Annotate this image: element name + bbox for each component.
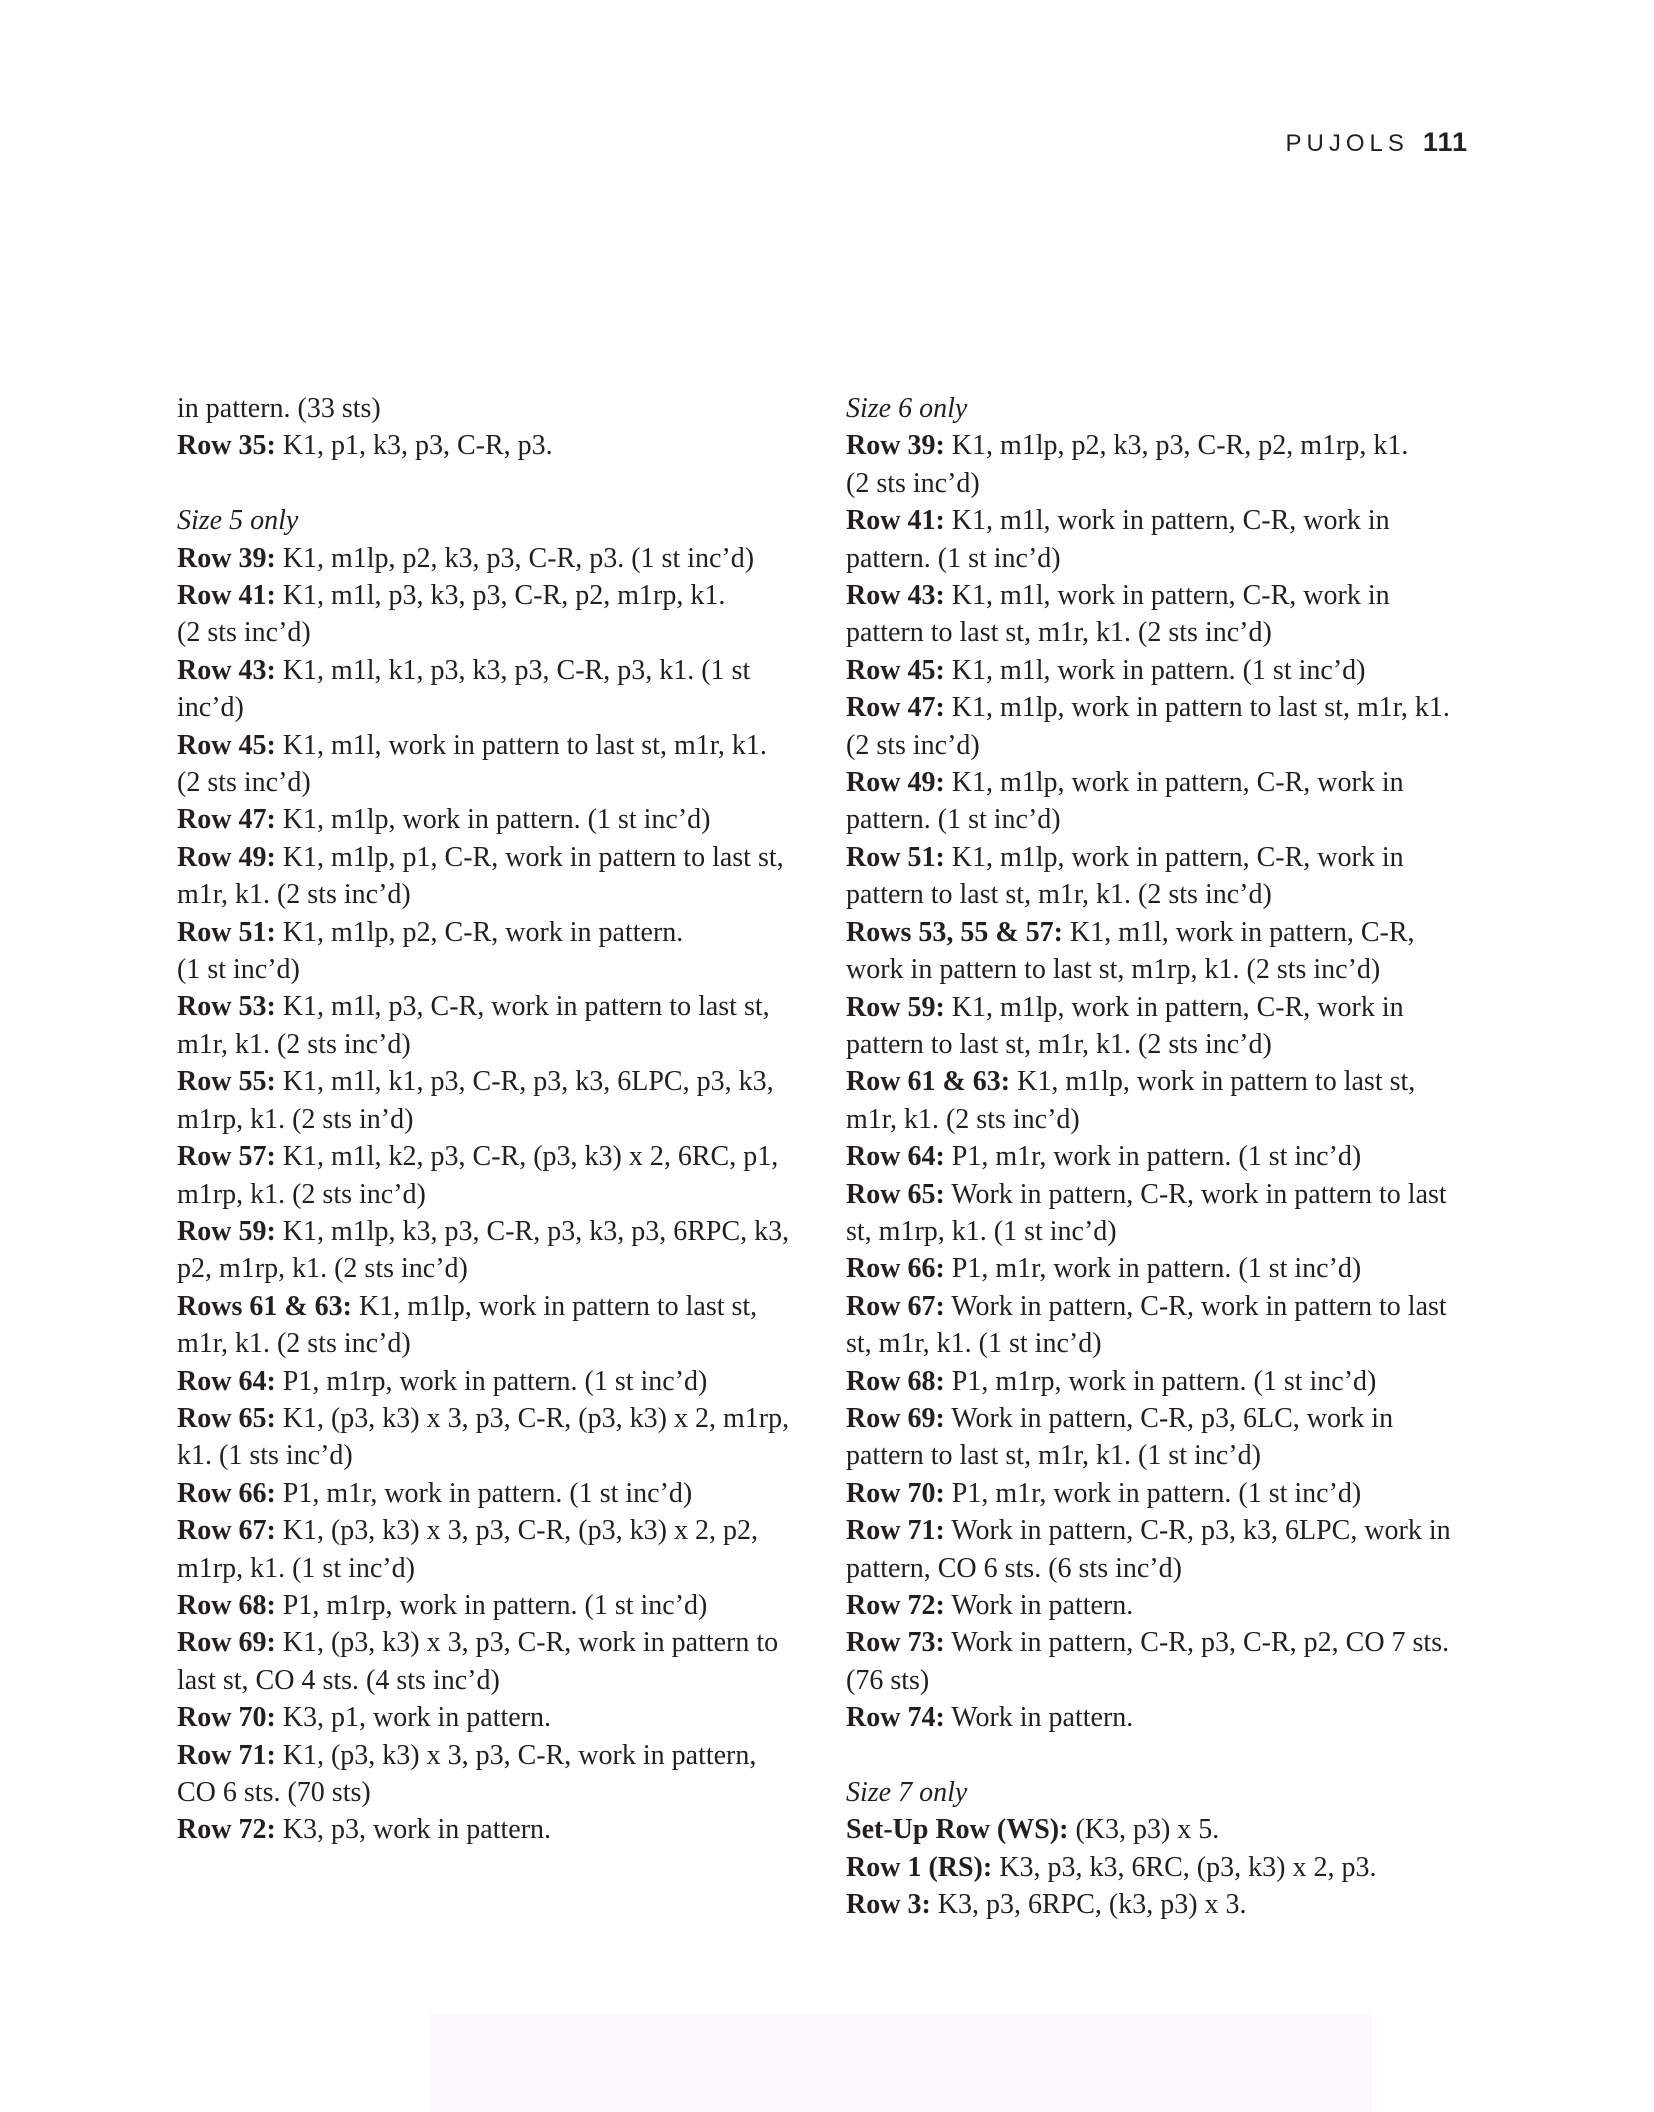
pattern-row [846, 1849, 1486, 1886]
pattern-text-line: pattern to last st, m1r, k1. (2 sts inc’d) [846, 617, 1272, 649]
row-instructions: K1, m1l, work in pattern, C-R, work in [944, 505, 1390, 537]
row-label: Row 71: [177, 1739, 276, 1771]
pattern-row [846, 577, 1486, 614]
pattern-row [177, 1063, 817, 1100]
pattern-row [177, 1475, 817, 1512]
row-instructions: K1, m1l, work in pattern to last st, m1r, k1. [275, 729, 767, 761]
right-column [846, 390, 1486, 1924]
row-label: Row 49: [177, 841, 276, 873]
row-label: Row 65: [846, 1178, 945, 1210]
pattern-row [846, 914, 1486, 951]
row-label: Row 35: [177, 430, 276, 462]
pattern-row [177, 1737, 817, 1774]
row-label: Rows 53, 55 & 57: [846, 916, 1063, 948]
row-label: Row 53: [177, 991, 276, 1023]
row-label: Row 66: [846, 1253, 945, 1285]
pattern-row [846, 1475, 1486, 1512]
pattern-text-line: k1. (1 sts inc’d) [177, 1440, 353, 1472]
row-instructions: K1, m1l, work in pattern. (1 st inc’d) [944, 654, 1366, 686]
row-instructions: K1, m1lp, k3, p3, C-R, p3, k3, p3, 6RPC, k3, [275, 1215, 790, 1247]
row-label: Row 1 (RS): [846, 1851, 993, 1883]
pattern-text-line: m1r, k1. (2 sts inc’d) [177, 1028, 411, 1060]
row-instructions: K1, m1lp, work in pattern. (1 st inc’d) [275, 804, 711, 836]
pattern-row [177, 1400, 817, 1437]
row-instructions: K1, (p3, k3) x 3, p3, C-R, work in pattern, [275, 1739, 757, 1771]
pattern-text-line: pattern. (1 st inc’d) [846, 804, 1061, 836]
running-header [1286, 124, 1468, 162]
pattern-row [177, 652, 817, 689]
paragraph-gap [177, 465, 817, 502]
size-heading: Size 7 only [846, 1777, 968, 1809]
row-label: Row 39: [177, 542, 276, 574]
pattern-text-line: (2 sts inc’d) [177, 767, 311, 799]
row-instructions: K1, m1lp, p2, k3, p3, C-R, p2, m1rp, k1. [944, 430, 1409, 462]
row-label: Row 66: [177, 1477, 276, 1509]
row-instructions: Work in pattern, C-R, p3, 6LC, work in [944, 1402, 1394, 1434]
row-instructions: P1, m1rp, work in pattern. (1 st inc’d) [275, 1365, 708, 1397]
row-label: Row 41: [177, 580, 276, 612]
row-instructions: K1, m1lp, work in pattern, C-R, work in [944, 991, 1404, 1023]
footer-band [430, 2013, 1372, 2112]
row-instructions: Work in pattern, C-R, p3, k3, 6LPC, work in [944, 1515, 1451, 1547]
row-label: Row 45: [846, 654, 945, 686]
pattern-row [846, 689, 1486, 726]
pattern-row [177, 1699, 817, 1736]
row-instructions: K1, m1lp, work in pattern to last st, [352, 1290, 758, 1322]
row-label: Set-Up Row (WS): [846, 1814, 1069, 1846]
row-instructions: K1, m1l, work in pattern, C-R, [1063, 916, 1415, 948]
row-instructions: Work in pattern, C-R, work in pattern to last [944, 1290, 1447, 1322]
pattern-text-line: m1rp, k1. (1 st inc’d) [177, 1552, 415, 1584]
row-instructions: P1, m1r, work in pattern. (1 st inc’d) [944, 1477, 1362, 1509]
pattern-row [177, 988, 817, 1025]
row-label: Row 68: [177, 1589, 276, 1621]
size-heading: Size 6 only [846, 393, 968, 424]
pattern-row [846, 502, 1486, 539]
row-instructions: (K3, p3) x 5. [1068, 1814, 1220, 1846]
pattern-row [846, 427, 1486, 464]
pattern-row [846, 1176, 1486, 1213]
pattern-text-line: pattern. (1 st inc’d) [846, 542, 1061, 574]
row-instructions: K1, m1l, p3, C-R, work in pattern to last st, [275, 991, 770, 1023]
pattern-text-line: m1rp, k1. (2 sts in’d) [177, 1103, 414, 1135]
pattern-text-line: last st, CO 4 sts. (4 sts inc’d) [177, 1664, 500, 1696]
pattern-text-line: in pattern. (33 sts) [177, 393, 381, 424]
pattern-row [177, 839, 817, 876]
left-column [177, 390, 817, 1849]
row-label: Row 64: [846, 1141, 945, 1173]
row-instructions: K3, p3, 6RPC, (k3, p3) x 3. [930, 1889, 1247, 1921]
pattern-row [846, 839, 1486, 876]
row-label: Row 73: [846, 1627, 945, 1659]
row-label: Row 43: [177, 654, 276, 686]
pattern-text-line: m1r, k1. (2 sts inc’d) [177, 879, 411, 911]
pattern-text-line: p2, m1rp, k1. (2 sts inc’d) [177, 1253, 468, 1285]
row-instructions: Work in pattern, C-R, p3, C-R, p2, CO 7 sts. [944, 1627, 1450, 1659]
row-instructions: P1, m1r, work in pattern. (1 st inc’d) [944, 1253, 1362, 1285]
pattern-text-line: (76 sts) [846, 1664, 930, 1696]
row-instructions: K1, m1lp, p2, C-R, work in pattern. [275, 916, 684, 948]
row-label: Row 69: [846, 1402, 945, 1434]
row-label: Row 67: [177, 1515, 276, 1547]
row-instructions: K1, m1lp, p1, C-R, work in pattern to last st, [275, 841, 784, 873]
row-label: Row 67: [846, 1290, 945, 1322]
row-instructions: Work in pattern, C-R, work in pattern to last [944, 1178, 1447, 1210]
row-instructions: K1, m1l, k1, p3, k3, p3, C-R, p3, k1. (1 st [275, 654, 751, 686]
pattern-row [177, 801, 817, 838]
pattern-row [177, 1587, 817, 1624]
pattern-row [177, 1138, 817, 1175]
pattern-row [177, 1213, 817, 1250]
row-instructions: K1, m1lp, work in pattern, C-R, work in [944, 767, 1404, 799]
row-label: Row 47: [846, 692, 945, 724]
pattern-row [177, 577, 817, 614]
pattern-text-line: pattern to last st, m1r, k1. (1 st inc’d) [846, 1440, 1261, 1472]
pattern-text-line: pattern to last st, m1r, k1. (2 sts inc’d) [846, 879, 1272, 911]
row-instructions: P1, m1rp, work in pattern. (1 st inc’d) [275, 1589, 708, 1621]
pattern-text-line: pattern to last st, m1r, k1. (2 sts inc’d) [846, 1028, 1272, 1060]
pattern-row [846, 1288, 1486, 1325]
pattern-row [177, 914, 817, 951]
row-instructions: K1, m1lp, work in pattern to last st, [1010, 1066, 1416, 1098]
pattern-row [846, 1063, 1486, 1100]
pattern-row [846, 1886, 1486, 1923]
pattern-row [177, 1288, 817, 1325]
row-instructions: Work in pattern. [944, 1590, 1134, 1621]
pattern-row [177, 540, 817, 577]
pattern-text-line: (2 sts inc’d) [846, 729, 980, 761]
row-instructions: K1, m1l, work in pattern, C-R, work in [944, 580, 1390, 612]
row-label: Row 71: [846, 1515, 945, 1547]
pattern-row [177, 1624, 817, 1661]
pattern-row [846, 652, 1486, 689]
pattern-row [846, 989, 1486, 1026]
row-label: Row 69: [177, 1627, 276, 1659]
pattern-text-line: CO 6 sts. (70 sts) [177, 1777, 371, 1809]
row-instructions: P1, m1rp, work in pattern. (1 st inc’d) [944, 1365, 1377, 1397]
page-number: 111 [1422, 127, 1468, 157]
row-instructions: K1, (p3, k3) x 3, p3, C-R, work in pattern to [275, 1627, 779, 1659]
row-instructions: K3, p1, work in pattern. [275, 1702, 552, 1734]
pattern-text-line: m1rp, k1. (2 sts inc’d) [177, 1178, 426, 1210]
pattern-row [177, 1512, 817, 1549]
row-instructions: K1, (p3, k3) x 3, p3, C-R, (p3, k3) x 2, m1rp, [275, 1402, 790, 1434]
pattern-row [846, 764, 1486, 801]
pattern-text-line: m1r, k1. (2 sts inc’d) [846, 1103, 1080, 1135]
row-instructions: K1, m1lp, work in pattern to last st, m1r, k1. [944, 692, 1450, 724]
pattern-text-line: pattern, CO 6 sts. (6 sts inc’d) [846, 1552, 1182, 1584]
row-instructions: K1, m1l, p3, k3, p3, C-R, p2, m1rp, k1. [275, 580, 726, 612]
row-label: Row 59: [177, 1215, 276, 1247]
row-instructions: K1, (p3, k3) x 3, p3, C-R, (p3, k3) x 2, p2, [275, 1515, 758, 1547]
row-label: Row 41: [846, 505, 945, 537]
row-label: Row 70: [846, 1477, 945, 1509]
pattern-text-line: (2 sts inc’d) [177, 617, 311, 649]
row-instructions: K1, m1lp, work in pattern, C-R, work in [944, 841, 1404, 873]
header-title: PUJOLS [1285, 130, 1409, 157]
pattern-row [846, 1138, 1486, 1175]
row-label: Row 47: [177, 804, 276, 836]
pattern-row [177, 427, 817, 464]
pattern-text-line: work in pattern to last st, m1rp, k1. (2 sts inc’d) [846, 954, 1381, 986]
row-label: Row 57: [177, 1141, 276, 1173]
row-label: Row 3: [846, 1889, 931, 1921]
row-instructions: K3, p3, work in pattern. [275, 1814, 552, 1846]
pattern-row [846, 1811, 1486, 1848]
pattern-row [846, 1699, 1486, 1736]
row-instructions: K1, m1l, k2, p3, C-R, (p3, k3) x 2, 6RC, p1, [275, 1141, 779, 1173]
row-label: Row 55: [177, 1066, 276, 1098]
row-label: Row 59: [846, 991, 945, 1023]
pattern-row [846, 1363, 1486, 1400]
pattern-text-line: inc’d) [177, 692, 244, 724]
pattern-row [177, 1363, 817, 1400]
pattern-text-line: st, m1rp, k1. (1 st inc’d) [846, 1215, 1117, 1247]
row-label: Row 72: [846, 1590, 945, 1621]
pattern-text-line: m1r, k1. (2 sts inc’d) [177, 1328, 411, 1360]
size-heading: Size 5 only [177, 505, 299, 537]
row-instructions: K1, m1l, k1, p3, C-R, p3, k3, 6LPC, p3, k3, [275, 1066, 774, 1098]
pattern-row [846, 1512, 1486, 1549]
row-label: Row 61 & 63: [846, 1066, 1011, 1098]
row-label: Row 72: [177, 1814, 276, 1846]
pattern-row [846, 1587, 1486, 1624]
pattern-row [177, 727, 817, 764]
row-label: Row 43: [846, 580, 945, 612]
pattern-text-line: (2 sts inc’d) [846, 467, 980, 499]
pattern-row [846, 1624, 1486, 1661]
pattern-row [846, 1250, 1486, 1287]
row-label: Rows 61 & 63: [177, 1290, 352, 1322]
row-instructions: P1, m1r, work in pattern. (1 st inc’d) [944, 1141, 1362, 1173]
row-label: Row 51: [177, 916, 276, 948]
row-instructions: Work in pattern. [944, 1702, 1134, 1734]
pattern-text-line: st, m1r, k1. (1 st inc’d) [846, 1328, 1102, 1360]
row-label: Row 39: [846, 430, 945, 462]
pattern-row [846, 1400, 1486, 1437]
paragraph-gap [846, 1737, 1486, 1774]
row-instructions: K1, p1, k3, p3, C-R, p3. [275, 430, 553, 462]
row-label: Row 45: [177, 729, 276, 761]
pattern-text-line: (1 st inc’d) [177, 954, 300, 986]
row-label: Row 68: [846, 1365, 945, 1397]
row-label: Row 65: [177, 1402, 276, 1434]
pattern-row [177, 1811, 817, 1848]
row-label: Row 49: [846, 767, 945, 799]
row-instructions: K1, m1lp, p2, k3, p3, C-R, p3. (1 st inc’d) [275, 542, 755, 574]
row-label: Row 70: [177, 1702, 276, 1734]
row-label: Row 74: [846, 1702, 945, 1734]
row-label: Row 64: [177, 1365, 276, 1397]
row-instructions: K3, p3, k3, 6RC, (p3, k3) x 2, p3. [992, 1851, 1377, 1883]
row-label: Row 51: [846, 841, 945, 873]
row-instructions: P1, m1r, work in pattern. (1 st inc’d) [275, 1477, 693, 1509]
